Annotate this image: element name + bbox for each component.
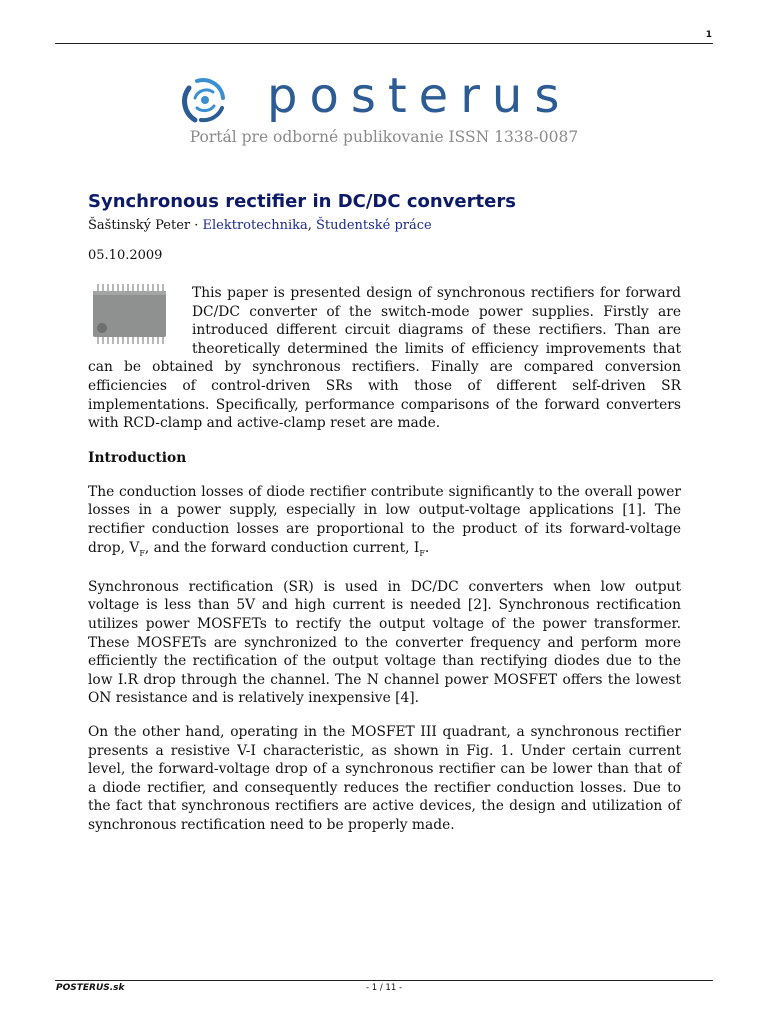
abstract-text: This paper is presented design of synchronous rectifiers for forward DC/DC converter of the switch-mode power supplies. Firstly are introduced different circuit diagrams of these rectifiers. Than are theoretically determined the limits of efficiency improvements that can be obtained by synchronous rectifiers. Finally are compared conversion efficiencies of control-driven SRs with those of different self-driven SR implementations. Specifically, performance comparisons of the forward converters with RCD-clamp and active-clamp reset are made. [88,285,681,432]
logo-wordmark: posterus [267,68,572,124]
header-rule [55,43,713,44]
subscript-f: F [139,548,145,558]
subscript-f: F [419,548,425,558]
abstract [88,284,681,433]
category-link-studentske-prace[interactable]: Študentské práce [316,218,432,233]
logo-icon [175,68,595,128]
paragraph-1 [88,483,681,563]
article [88,190,681,835]
paragraph-1-text-a: The conduction losses of diode rectifier contribute significantly to the overall power losses in a power supply, especially in low output-voltage applications [1]. The rectifier conduction losses are proportional to the product of its forward-voltage drop, V [88,483,681,556]
section-heading-introduction: Introduction [88,449,187,466]
category-link-elektrotechnika[interactable]: Elektrotechnika [202,218,308,233]
publish-date: 05.10.2009 [88,248,163,263]
byline [88,217,681,235]
category-separator: , [307,218,316,233]
author[interactable]: Šaštinský Peter [88,218,191,233]
chip-image [88,284,186,354]
paragraph-1-text-b: , and the forward conduction current, I [144,539,420,556]
footer-rule [55,980,713,981]
ic-chip-icon [88,284,186,354]
article-title: Synchronous rectifier in DC/DC converters [88,191,516,212]
posterus-logo[interactable] [175,68,595,128]
paragraph-1-text-c: . [424,539,430,556]
footer-site-name: POSTERUS.sk [56,983,125,993]
paragraph-2: Synchronous rectification (SR) is used in DC/DC converters when low output voltage is less than 5V and high current is needed [2]. Synchronous rectification utilizes power MOSFETs to rectify the output voltage of the power transformer. These MOSFETs are synchronized to the converter frequency and perform more efficiently the rectification of the output voltage than rectifying diodes due to the low I.R drop through the channel. The N channel power MOSFET offers the lowest ON resistance and is relatively inexpensive [4]. [88,578,681,707]
paragraph-3: On the other hand, operating in the MOSFET III quadrant, a synchronous rectifier presents a resistive V-I characteristic, as shown in Fig. 1. Under certain current level, the forward-voltage drop of a synchronous rectifier can be lower than that of a diode rectifier, and consequently reduces the rectifier conduction losses. Due to the fact that synchronous rectifiers are active devices, the design and utilization of synchronous rectification need to be properly made. [88,724,681,833]
page-number: 1 [705,30,712,40]
footer-pagination: - 1 / 11 - [365,983,403,993]
tagline: Portál pre odborné publikovanie ISSN 1338-0087 [189,128,579,146]
byline-separator: · [190,218,203,233]
